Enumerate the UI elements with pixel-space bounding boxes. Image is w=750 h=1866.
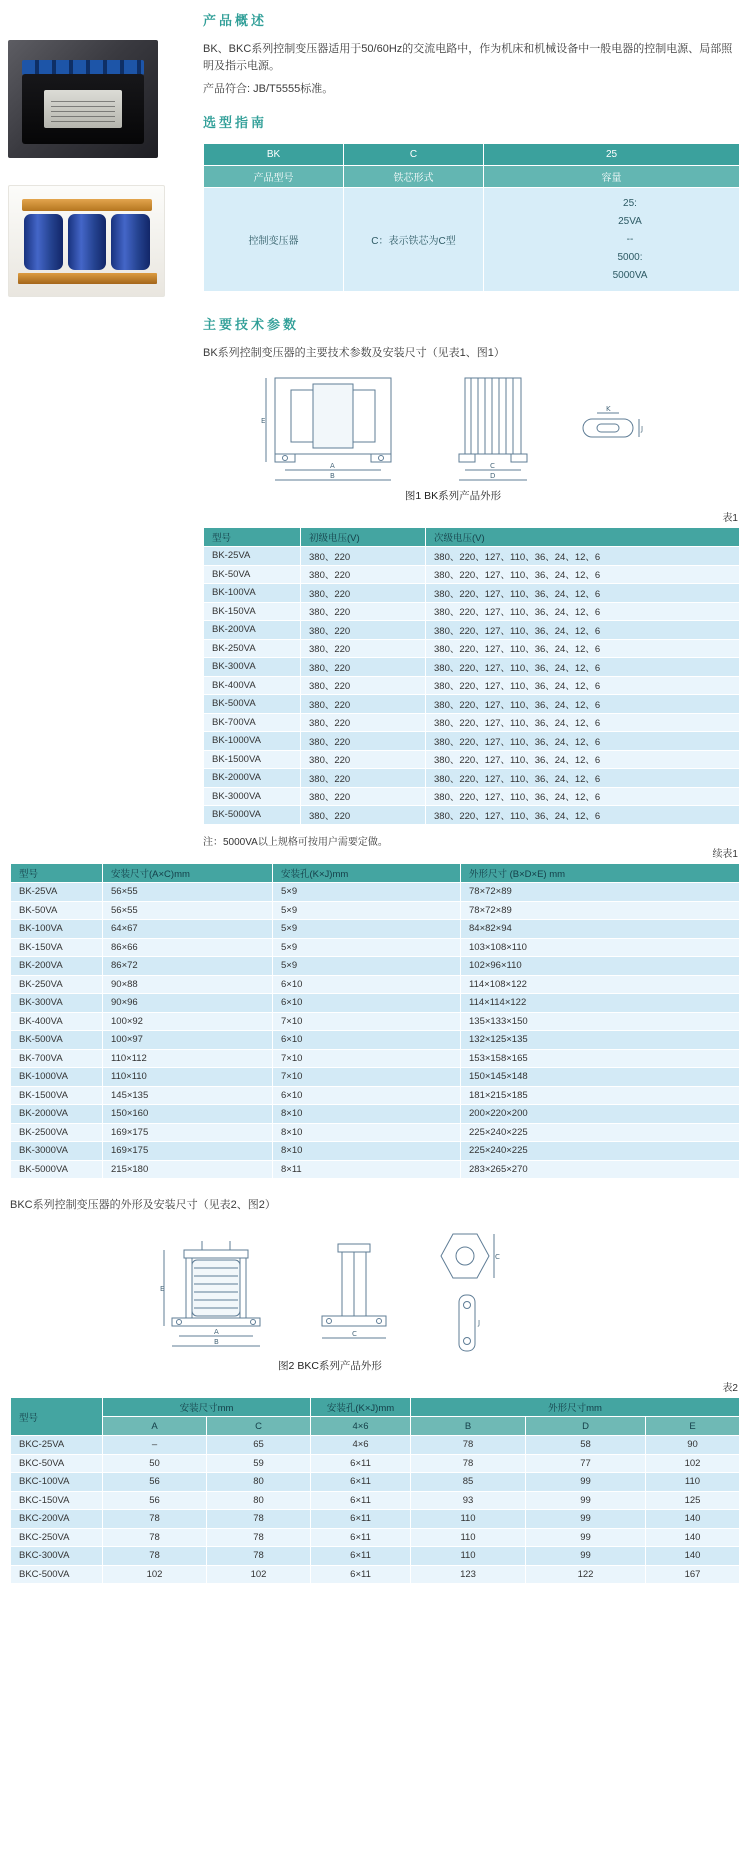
dim-label-j: J (641, 425, 644, 434)
cell-value: 110 (411, 1547, 526, 1566)
cell-value: 102×96×110 (461, 957, 740, 976)
cell-value: 6×11 (311, 1547, 411, 1566)
cell-model: BK-25VA (11, 883, 103, 902)
cell-value: 6×10 (273, 975, 461, 994)
figure1-side-view-drawing (447, 372, 539, 484)
cell-value: 8×11 (273, 1160, 461, 1179)
table-header-row (204, 528, 740, 547)
cell-value: 380、220 (301, 769, 426, 788)
subcol-a: A (103, 1417, 207, 1436)
base-plate (18, 273, 157, 284)
cell-model: BK-50VA (204, 565, 301, 584)
cell-value: 77 (526, 1454, 646, 1473)
top-clamp-plate (22, 199, 152, 211)
section-title-overview: 产品概述 (203, 13, 268, 28)
cell-value: 380、220 (301, 676, 426, 695)
cell-value: 78 (103, 1510, 207, 1529)
cell-value: 125 (646, 1491, 740, 1510)
figure2-top-view-hexagon-drawing (436, 1228, 500, 1284)
cell-model: BK-2000VA (11, 1105, 103, 1124)
full-width-section (10, 845, 740, 1584)
cell-value: 110 (411, 1528, 526, 1547)
figure1-caption: 图1 BK系列产品外形 (404, 490, 502, 503)
cell-value: 380、220、127、110、36、24、12、6 (426, 769, 740, 788)
cell-value: 6×11 (311, 1491, 411, 1510)
cell-value: 78×72×89 (461, 901, 740, 920)
cell-value: 99 (526, 1528, 646, 1547)
dim-label-a: A (330, 462, 335, 471)
coil (24, 214, 63, 270)
table-row (11, 1142, 740, 1161)
cell-model: BK-5000VA (11, 1160, 103, 1179)
table-row (204, 565, 740, 584)
cell-value: 380、220 (301, 750, 426, 769)
cell-value: 380、220 (301, 658, 426, 677)
cell-value: 78 (207, 1547, 311, 1566)
cell-value: 50 (103, 1454, 207, 1473)
cell-value: 78 (103, 1547, 207, 1566)
cell-model: BK-5000VA (204, 806, 301, 825)
cell-value: 5×9 (273, 883, 461, 902)
cell-value: 145×135 (103, 1086, 273, 1105)
cell-value: 380、220 (301, 602, 426, 621)
cell-model: BK-1500VA (204, 750, 301, 769)
col-header-model: 型号 (11, 864, 103, 883)
cell-model: BK-2000VA (204, 769, 301, 788)
figure2-front-view-drawing (160, 1236, 272, 1354)
table-row (204, 547, 740, 566)
cell-value: 78 (207, 1510, 311, 1529)
cell-value: 56×55 (103, 901, 273, 920)
table-subheader-row (11, 1417, 740, 1436)
table-row (11, 957, 740, 976)
dim-label-c: C (352, 1330, 357, 1339)
table-row (11, 1454, 740, 1473)
cell-value: 5×9 (273, 920, 461, 939)
cell-value: 90 (646, 1436, 740, 1455)
cell-model: BKC-25VA (11, 1436, 103, 1455)
cell-value: 380、220、127、110、36、24、12、6 (426, 584, 740, 603)
cell-value: 99 (526, 1473, 646, 1492)
figure1-front-view-drawing (261, 372, 411, 484)
cell-value: 380、220 (301, 639, 426, 658)
figure2-detail-stack (436, 1228, 500, 1354)
selection-header-row (204, 144, 740, 166)
table-row (11, 975, 740, 994)
cell-value: 5×9 (273, 938, 461, 957)
table-row (204, 676, 740, 695)
table2-bkc-dimensions (10, 1397, 740, 1584)
cell-value: 380、220 (301, 787, 426, 806)
dim-label-e: E (261, 417, 266, 426)
capacity-line: 25: (623, 197, 637, 209)
cell-value: 90×96 (103, 994, 273, 1013)
coil (111, 214, 150, 270)
cell-value: 150×145×148 (461, 1068, 740, 1087)
cell-value: 110 (411, 1510, 526, 1529)
cell-value: 78 (411, 1436, 526, 1455)
cell-value: 380、220、127、110、36、24、12、6 (426, 639, 740, 658)
capacity-line: 5000VA (612, 269, 648, 281)
cell-value: 6×10 (273, 1086, 461, 1105)
subcol-hole-size: 4×6 (311, 1417, 411, 1436)
cell-value: 283×265×270 (461, 1160, 740, 1179)
cell-model: BK-150VA (11, 938, 103, 957)
dim-label-c: C (490, 462, 495, 471)
cell-value: 6×11 (311, 1528, 411, 1547)
cell-value: 100×97 (103, 1031, 273, 1050)
table-row (11, 1086, 740, 1105)
cell-value: 7×10 (273, 1068, 461, 1087)
table-row (11, 1528, 740, 1547)
table1-label: 表1 (722, 513, 738, 525)
cell-value: – (103, 1436, 207, 1455)
col-header-mounting-hole: 安装孔(K×J)mm (311, 1398, 411, 1417)
coil (68, 214, 107, 270)
cell-value: 380、220、127、110、36、24、12、6 (426, 787, 740, 806)
table-row (11, 1436, 740, 1455)
table-row (11, 1547, 740, 1566)
overview-text: BK、BKC系列控制变压器适用于50/60Hz的交流电路中，作为机床和机械设备中一般电器的控制电源、局部照明及指示电源。 (203, 43, 733, 73)
cell-value: 169×175 (103, 1142, 273, 1161)
cell-value: 380、220 (301, 732, 426, 751)
cell-model: BK-25VA (204, 547, 301, 566)
cell-value: 140 (646, 1547, 740, 1566)
coil-windings (24, 214, 150, 270)
cell-value: 59 (207, 1454, 311, 1473)
cell-value: 99 (526, 1547, 646, 1566)
cell-model: BK-1500VA (11, 1086, 103, 1105)
col-header-primary-voltage: 初级电压(V) (301, 528, 426, 547)
cell-value: 110×112 (103, 1049, 273, 1068)
table-row (11, 1031, 740, 1050)
cell-value: 132×125×135 (461, 1031, 740, 1050)
cell-control-transformer: 控制变压器 (204, 188, 344, 292)
cell-value: 150×160 (103, 1105, 273, 1124)
table1-body (204, 547, 740, 825)
col-header-model: 型号 (204, 528, 301, 547)
cell-value: 5×9 (273, 901, 461, 920)
cell-value: 58 (526, 1436, 646, 1455)
cell-capacity-range (484, 188, 740, 292)
cell-value: 6×11 (311, 1473, 411, 1492)
col-header-secondary-voltage: 次级电压(V) (426, 528, 740, 547)
cell-model: BK-400VA (204, 676, 301, 695)
col-header-mounting-size: 安装尺寸(A×C)mm (103, 864, 273, 883)
cell-value: 6×10 (273, 1031, 461, 1050)
cell-value: 6×10 (273, 994, 461, 1013)
cell-value: 215×180 (103, 1160, 273, 1179)
table-row (11, 920, 740, 939)
cell-value: 86×72 (103, 957, 273, 976)
cell-model: BK-150VA (204, 602, 301, 621)
table-row (204, 621, 740, 640)
cell-value: 5×9 (273, 957, 461, 976)
cell-value: 6×11 (311, 1510, 411, 1529)
cell-value: 200×220×200 (461, 1105, 740, 1124)
cell-value: 181×215×185 (461, 1086, 740, 1105)
cell-value: 380、220、127、110、36、24、12、6 (426, 621, 740, 640)
cell-model: BKC-150VA (11, 1491, 103, 1510)
cell-value: 7×10 (273, 1012, 461, 1031)
cell-value: 140 (646, 1528, 740, 1547)
table-row (204, 713, 740, 732)
cell-value: 380、220、127、110、36、24、12、6 (426, 713, 740, 732)
table-row (204, 787, 740, 806)
product-photo-bk-transformer (8, 40, 158, 158)
cell-value: 110 (646, 1473, 740, 1492)
subheader-model: 产品型号 (204, 166, 344, 188)
cell-model: BK-400VA (11, 1012, 103, 1031)
table1-continued-dimensions (10, 863, 740, 1179)
cell-model: BKC-300VA (11, 1547, 103, 1566)
table-row (11, 1160, 740, 1179)
cell-model: BK-200VA (11, 957, 103, 976)
cell-value: 167 (646, 1565, 740, 1584)
cell-model: BK-700VA (11, 1049, 103, 1068)
section-title-params: 主要技术参数 (203, 317, 300, 333)
table-header-row (11, 1398, 740, 1417)
cell-value: 102 (207, 1565, 311, 1584)
col-header-mounting-hole: 安装孔(K×J)mm (273, 864, 461, 883)
col-header-outline-size: 外形尺寸 (B×D×E) mm (461, 864, 740, 883)
cell-value: 64×67 (103, 920, 273, 939)
cell-value: 99 (526, 1510, 646, 1529)
selection-subheader-row (204, 166, 740, 188)
table-row (204, 695, 740, 714)
cell-value: 7×10 (273, 1049, 461, 1068)
selection-header-25: 25 (484, 144, 740, 166)
cell-model: BK-3000VA (11, 1142, 103, 1161)
overview-standard: 产品符合: JB/T5555标准。 (203, 83, 334, 96)
cell-value: 99 (526, 1491, 646, 1510)
cell-value: 153×158×165 (461, 1049, 740, 1068)
dim-label-b: B (214, 1338, 219, 1347)
cell-value: 102 (646, 1454, 740, 1473)
cell-value: 380、220、127、110、36、24、12、6 (426, 602, 740, 621)
cell-value: 380、220 (301, 713, 426, 732)
cell-model: BK-50VA (11, 901, 103, 920)
cell-model: BK-1000VA (204, 732, 301, 751)
cell-value: 380、220、127、110、36、24、12、6 (426, 565, 740, 584)
cell-value: 4×6 (311, 1436, 411, 1455)
table-row (11, 1068, 740, 1087)
cell-value: 8×10 (273, 1142, 461, 1161)
cell-value: 56 (103, 1491, 207, 1510)
dim-label-c: C (495, 1253, 500, 1262)
subheader-core: 铁芯形式 (344, 166, 484, 188)
capacity-line: 5000: (617, 251, 643, 263)
dim-label-b: B (330, 472, 335, 481)
table-row (11, 1105, 740, 1124)
nameplate (44, 90, 122, 128)
cell-model: BKC-50VA (11, 1454, 103, 1473)
cell-model: BK-300VA (204, 658, 301, 677)
cell-value: 380、220、127、110、36、24、12、6 (426, 676, 740, 695)
cell-value: 78 (103, 1528, 207, 1547)
cell-value: 100×92 (103, 1012, 273, 1031)
cell-value: 380、220、127、110、36、24、12、6 (426, 750, 740, 769)
table-row (204, 750, 740, 769)
cell-value: 110×110 (103, 1068, 273, 1087)
cell-model: BK-100VA (11, 920, 103, 939)
cell-value: 65 (207, 1436, 311, 1455)
col-header-model: 型号 (11, 1398, 103, 1436)
table-row (11, 901, 740, 920)
cell-value: 80 (207, 1491, 311, 1510)
cell-value: 8×10 (273, 1123, 461, 1142)
dim-label-d: D (490, 472, 496, 481)
cell-value: 6×11 (311, 1565, 411, 1584)
figure2-side-view-drawing (308, 1236, 400, 1354)
group-header-mounting-size: 安装尺寸mm (103, 1398, 311, 1417)
cell-value: 86×66 (103, 938, 273, 957)
selection-header-bk: BK (204, 144, 344, 166)
table2-body (11, 1436, 740, 1584)
terminal-strip (22, 60, 144, 75)
dim-label-k: K (606, 405, 611, 414)
subcol-b: B (411, 1417, 526, 1436)
cell-model: BK-250VA (204, 639, 301, 658)
capacity-line: -- (626, 233, 634, 245)
cell-value: 380、220 (301, 695, 426, 714)
main-content-column (203, 10, 740, 848)
figure2 (160, 1228, 500, 1373)
cell-value: 380、220、127、110、36、24、12、6 (426, 658, 740, 677)
table-row (11, 1510, 740, 1529)
cell-model: BK-100VA (204, 584, 301, 603)
cell-value: 169×175 (103, 1123, 273, 1142)
cell-value: 135×133×150 (461, 1012, 740, 1031)
cell-model: BKC-100VA (11, 1473, 103, 1492)
table1-continued-body (11, 883, 740, 1179)
table1-continued-label: 续表1 (712, 849, 738, 860)
cell-model: BK-700VA (204, 713, 301, 732)
cell-value: 8×10 (273, 1105, 461, 1124)
cell-model: BKC-200VA (11, 1510, 103, 1529)
cell-value: 380、220、127、110、36、24、12、6 (426, 695, 740, 714)
cell-model: BK-3000VA (204, 787, 301, 806)
cell-value: 93 (411, 1491, 526, 1510)
table-row (204, 639, 740, 658)
cell-model: BKC-500VA (11, 1565, 103, 1584)
cell-value: 380、220 (301, 565, 426, 584)
cell-value: 140 (646, 1510, 740, 1529)
table-row (204, 658, 740, 677)
subcol-d: D (526, 1417, 646, 1436)
cell-value: 123 (411, 1565, 526, 1584)
cell-value: 102 (103, 1565, 207, 1584)
section-title-selection: 选型指南 (203, 115, 268, 131)
table-row (204, 584, 740, 603)
cell-value: 114×108×122 (461, 975, 740, 994)
table-row (204, 732, 740, 751)
cell-model: BK-500VA (204, 695, 301, 714)
subheader-capacity: 容量 (484, 166, 740, 188)
table-row (11, 1565, 740, 1584)
cell-value: 225×240×225 (461, 1123, 740, 1142)
subcol-e: E (646, 1417, 740, 1436)
table-row (11, 1473, 740, 1492)
cell-value: 114×114×122 (461, 994, 740, 1013)
table2-label: 表2 (722, 1383, 738, 1395)
cell-value: 56 (103, 1473, 207, 1492)
table-row (11, 1012, 740, 1031)
cell-value: 90×88 (103, 975, 273, 994)
cell-model: BK-200VA (204, 621, 301, 640)
table-row (11, 1491, 740, 1510)
cell-model: BK-500VA (11, 1031, 103, 1050)
dim-label-j: J (478, 1319, 481, 1328)
table-row (11, 883, 740, 902)
cell-model: BK-250VA (11, 975, 103, 994)
cell-model: BK-1000VA (11, 1068, 103, 1087)
table-row (11, 994, 740, 1013)
cell-value: 380、220、127、110、36、24、12、6 (426, 806, 740, 825)
cell-value: 122 (526, 1565, 646, 1584)
selection-header-c: C (344, 144, 484, 166)
cell-model: BK-2500VA (11, 1123, 103, 1142)
cell-core-type: C：表示铁芯为C型 (344, 188, 484, 292)
cell-value: 85 (411, 1473, 526, 1492)
cell-value: 380、220、127、110、36、24、12、6 (426, 732, 740, 751)
table-row (11, 1123, 740, 1142)
selection-guide-table (203, 143, 740, 292)
cell-value: 380、220 (301, 584, 426, 603)
cell-value: 380、220 (301, 547, 426, 566)
cell-value: 78 (411, 1454, 526, 1473)
product-photo-bkc-transformer (8, 185, 165, 297)
capacity-line: 25VA (618, 215, 642, 227)
figure1-mounting-hole-detail-drawing (575, 403, 645, 453)
figure2-caption: 图2 BKC系列产品外形 (278, 1360, 382, 1373)
cell-value: 56×55 (103, 883, 273, 902)
cell-value: 380、220 (301, 621, 426, 640)
table-row (204, 602, 740, 621)
params-intro: BK系列控制变压器的主要技术参数及安装尺寸（见表1、图1） (203, 347, 505, 360)
figure1 (261, 372, 645, 503)
cell-value: 80 (207, 1473, 311, 1492)
cell-value: 380、220 (301, 806, 426, 825)
cell-model: BKC-250VA (11, 1528, 103, 1547)
subcol-c: C (207, 1417, 311, 1436)
table1-note: 注：5000VA以上规格可按用户需要定做。 (203, 836, 388, 848)
figure2-mounting-bracket-drawing (450, 1292, 486, 1354)
table-row (11, 1049, 740, 1068)
cell-value: 6×11 (311, 1454, 411, 1473)
cell-value: 103×108×110 (461, 938, 740, 957)
dim-label-a: A (214, 1328, 219, 1337)
group-header-outline-size: 外形尺寸mm (411, 1398, 740, 1417)
table-row (11, 938, 740, 957)
cell-value: 78 (207, 1528, 311, 1547)
table1-voltages (203, 527, 740, 825)
table-row (204, 769, 740, 788)
cell-value: 380、220、127、110、36、24、12、6 (426, 547, 740, 566)
cell-model: BK-300VA (11, 994, 103, 1013)
cell-value: 84×82×94 (461, 920, 740, 939)
bkc-intro: BKC系列控制变压器的外形及安装尺寸（见表2、图2） (10, 1199, 276, 1211)
cell-value: 78×72×89 (461, 883, 740, 902)
table-row (204, 806, 740, 825)
dim-label-e: E (160, 1285, 165, 1294)
table-header-row (11, 864, 740, 883)
selection-body-row (204, 188, 740, 292)
cell-value: 225×240×225 (461, 1142, 740, 1161)
